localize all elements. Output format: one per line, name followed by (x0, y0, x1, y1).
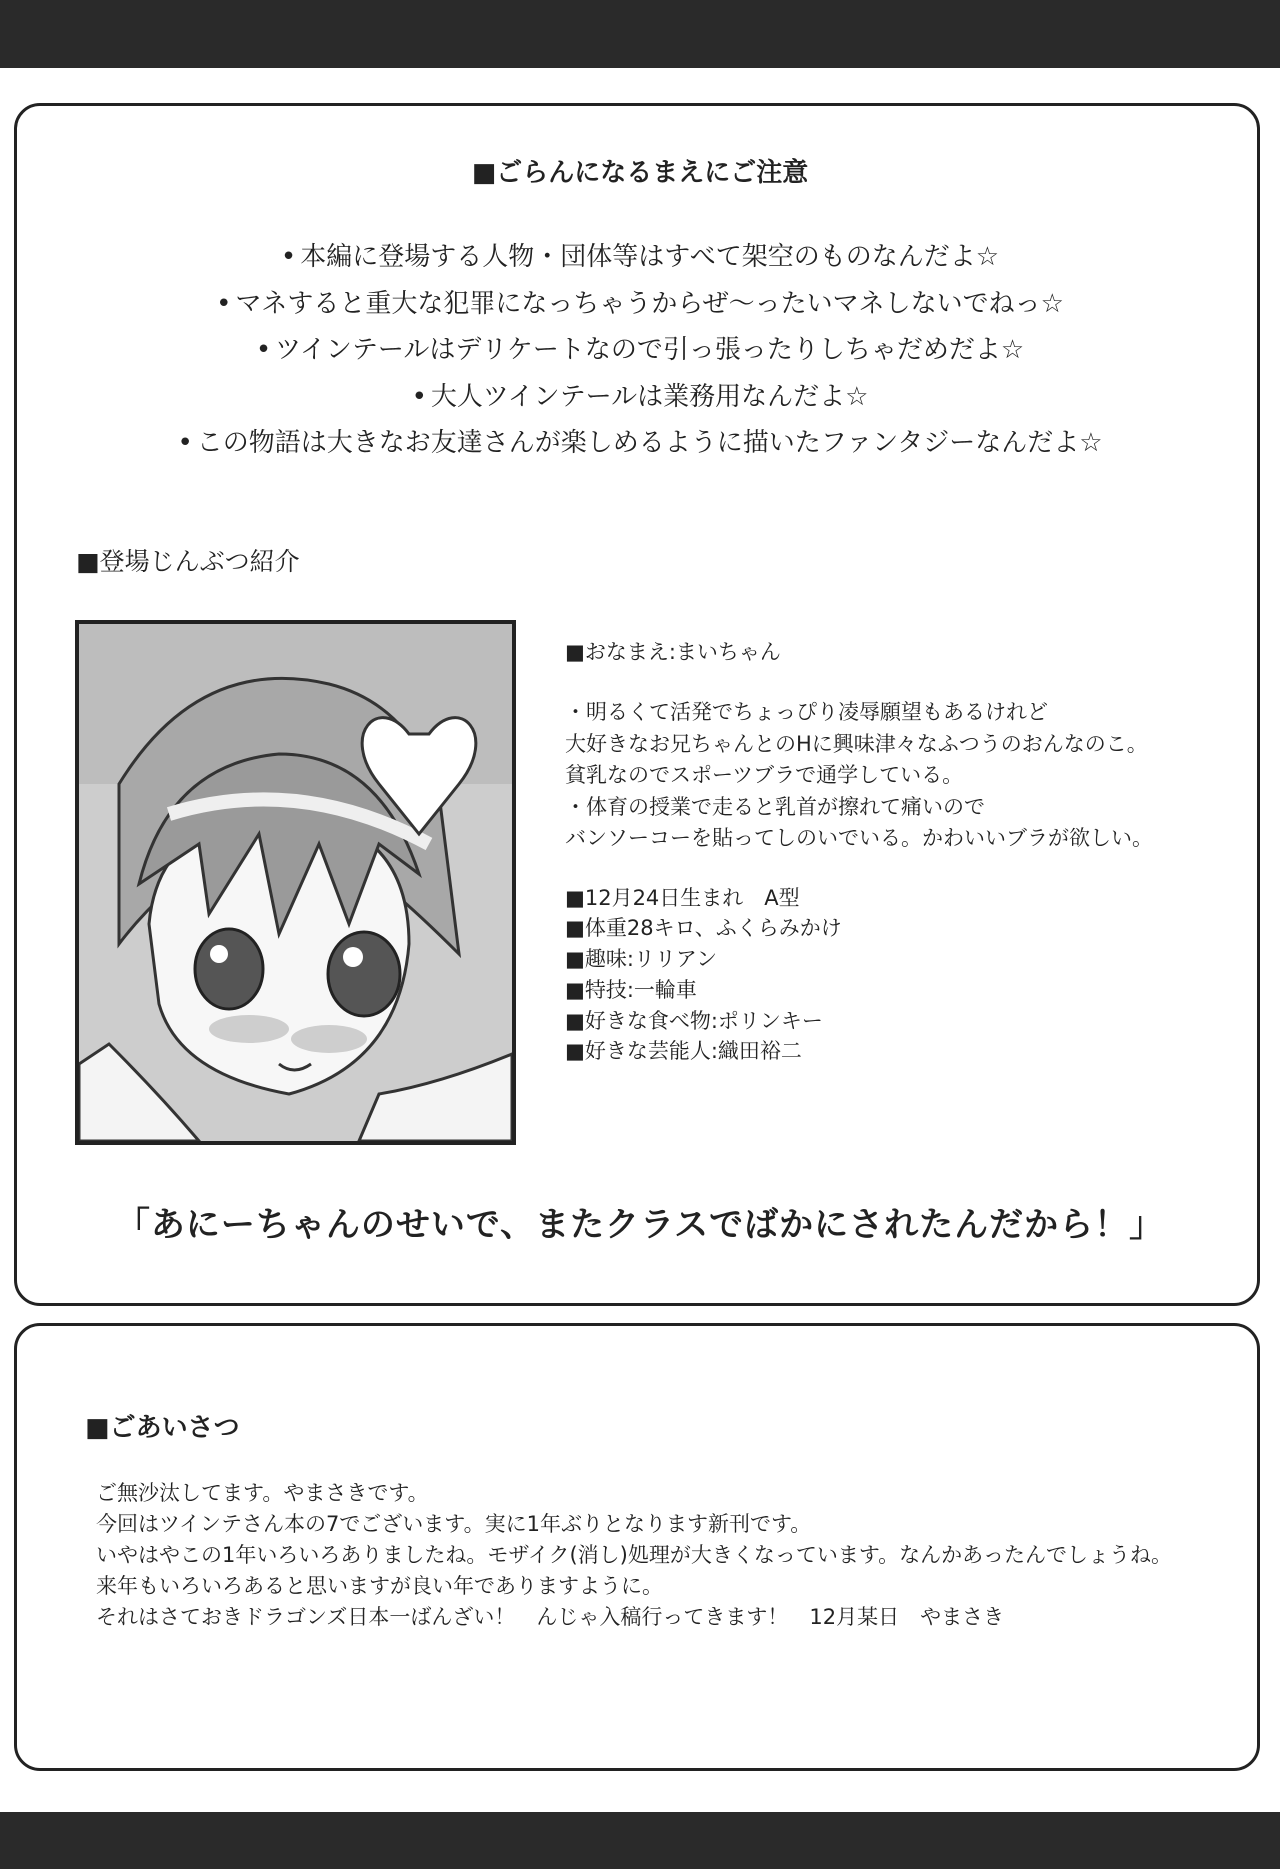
greeting-line: それはさておきドラゴンズ日本一ばんざい！ んじゃ入稿行ってきます！ 12月某日 やまさき (96, 1605, 1005, 1629)
character-illustration (79, 624, 512, 1141)
character-portrait (75, 620, 516, 1145)
character-description (565, 697, 1245, 855)
fact-item: ■好きな芸能人:織田裕二 (565, 1039, 802, 1064)
notice-panel (14, 103, 1260, 1306)
greeting-line: 来年もいろいろあると思いますが良い年でありますように。 (96, 1574, 663, 1598)
description-line: ・体育の授業で走ると乳首が擦れて痛いので (565, 794, 985, 819)
notice-title: ■ごらんになるまえにご注意 (471, 158, 809, 188)
notice-item: • 大人ツインテールは業務用なんだよ☆ (17, 374, 1263, 421)
description-line: 大好きなお兄ちゃんとのHに興味津々なふつうのおんなのこ。 (565, 731, 1148, 756)
fact-item: ■好きな食べ物:ポリンキー (565, 1008, 823, 1033)
bottom-border-bar (0, 1812, 1280, 1869)
character-quote: 「あにーちゃんのせいで、またクラスでばかにされたんだから！」 (115, 1205, 1165, 1245)
notice-list (17, 234, 1263, 467)
fact-item: ■12月24日生まれ A型 (565, 885, 800, 910)
notice-item: • ツインテールはデリケートなので引っ張ったりしちゃだめだよ☆ (17, 327, 1263, 374)
greeting-line: ご無沙汰してます。やまさきです。 (96, 1481, 429, 1505)
description-line: 貧乳なのでスポーツブラで通学している。 (565, 763, 964, 787)
top-border-bar (0, 0, 1280, 68)
greeting-line: いやはやこの1年いろいろありましたね。モザイク(消し)処理が大きくなっています。なんかあったんでしょうね。 (96, 1543, 1172, 1567)
characters-title: ■登場じんぶつ紹介 (76, 547, 300, 576)
character-profile (565, 637, 1245, 1067)
description-line: バンソーコーを貼ってしのいでいる。かわいいブラが欲しい。 (565, 826, 1153, 850)
greeting-body (96, 1478, 1172, 1633)
greeting-panel (14, 1323, 1260, 1771)
notice-item: • 本編に登場する人物・団体等はすべて架空のものなんだよ☆ (17, 234, 1263, 281)
description-line: ・明るくて活発でちょっぴり凌辱願望もあるけれど (565, 700, 1048, 724)
notice-item: • マネすると重大な犯罪になっちゃうからぜ〜ったいマネしないでねっ☆ (17, 281, 1263, 328)
character-name: ■おなまえ:まいちゃん (565, 640, 781, 664)
fact-item: ■体重28キロ、ふくらみかけ (565, 916, 842, 941)
fact-item: ■特技:一輪車 (565, 977, 697, 1002)
fact-item: ■趣味:リリアン (565, 947, 718, 972)
character-facts (565, 883, 1245, 1068)
greeting-line: 今回はツインテさん本の7でございます。実に1年ぶりとなります新刊です。 (96, 1512, 812, 1536)
greeting-title: ■ごあいさつ (85, 1413, 240, 1443)
notice-item: • この物語は大きなお友達さんが楽しめるように描いたファンタジーなんだよ☆ (17, 420, 1263, 467)
